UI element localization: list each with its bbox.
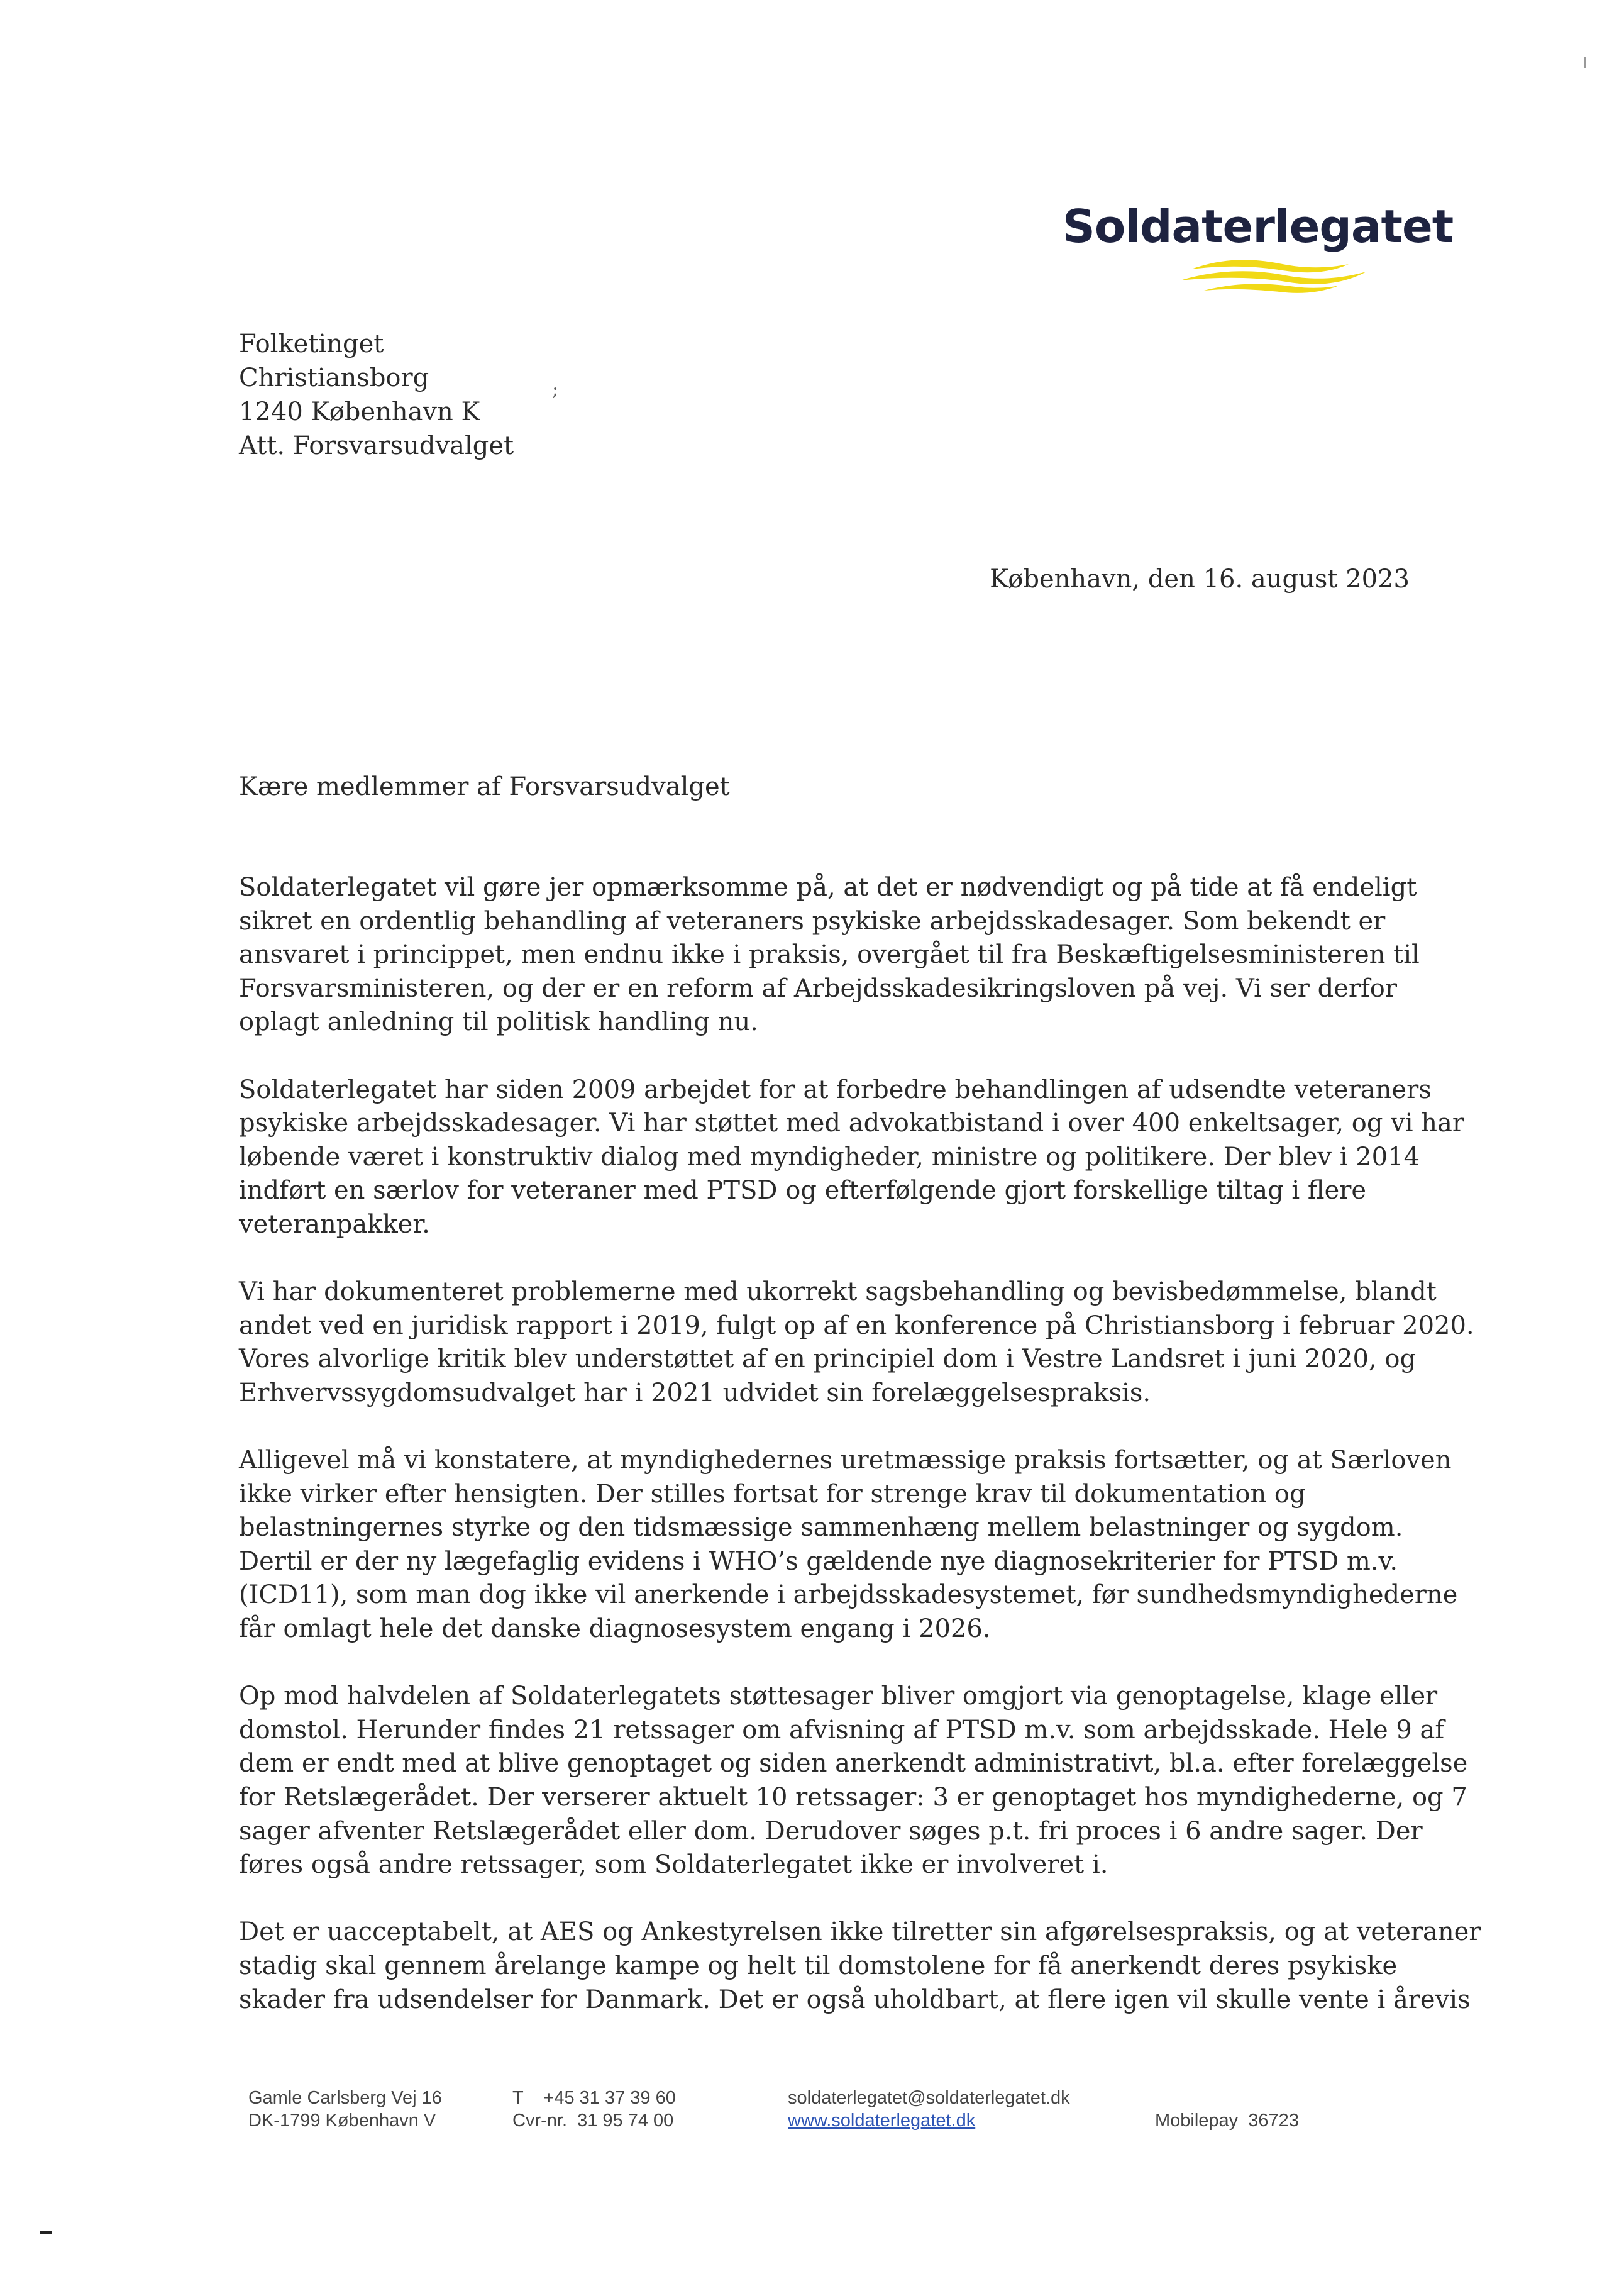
recipient-address [239,327,514,463]
body-line: indført en særlov for veteraner med PTSD og efterfølgende gjort forskellige tiltag i flere [239,1176,1367,1206]
body-line: føres også andre retssager, som Soldaterlegatet ikke er involveret i. [239,1850,1108,1880]
scan-artifact-mark: ; [552,379,559,401]
scan-edge-dash [40,2231,52,2234]
body-line: (ICD11), som man dog ikke vil anerkende i arbejdsskadesystemet, før sundhedsmyndighederne [239,1580,1458,1610]
body-line: for Retslægerådet. Der verserer aktuelt 10 retssager: 3 er genoptaget hos myndighederne, og 7 [239,1783,1467,1812]
body-line: oplagt anledning til politisk handling nu. [239,1007,758,1037]
footer-address-line: DK-1799 København V [248,2110,436,2131]
letter-date: København, den 16. august 2023 [990,565,1410,594]
letter-footer [0,2087,1624,2137]
footer-phone: T +45 31 37 39 60 [512,2088,676,2108]
body-paragraph [239,1275,1474,1410]
footer-address [248,2087,442,2132]
body-line: Soldaterlegatet vil gøre jer opmærksomme på, at det er nødvendigt og på tide at få endeligt [239,873,1417,902]
body-line: belastningernes styrke og den tidsmæssige sammenhæng mellem belastninger og sygdom. [239,1513,1403,1543]
body-paragraph [239,1073,1464,1242]
body-line: Forsvarsministeren, og der er en reform af Arbejdsskadesikringsloven på vej. Vi ser derfor [239,973,1398,1003]
logo-wordmark: Soldaterlegatet [1063,200,1454,253]
body-line: Vores alvorlige kritik blev understøttet af en principiel dom i Vestre Landsret i juni 2020, og [239,1345,1417,1374]
body-paragraph [239,1444,1458,1646]
body-line: skader fra udsendelser for Danmark. Det er også uholdbart, at flere igen vil skulle vente i årevis [239,1985,1471,2014]
body-line: sikret en ordentlig behandling af veteraners psykiske arbejdsskadesager. Som bekendt er [239,906,1386,936]
recipient-line: Christiansborg [239,363,429,392]
body-line: ansvaret i princippet, men endnu ikke i praksis, overgået til fra Beskæftigelsesministeren til [239,940,1420,970]
body-line: veteranpakker. [239,1209,430,1239]
body-line: Dertil er der ny lægefaglig evidens i WHO’s gældende nye diagnosekriterier for PTSD m.v. [239,1546,1398,1576]
recipient-line: Att. Forsvarsudvalget [239,431,514,460]
body-line: andet ved en juridisk rapport i 2019, fulgt op af en konference på Christiansborg i februar 2020. [239,1311,1474,1340]
soldaterlegatet-logo [1063,200,1454,294]
body-line: Det er uacceptabelt, at AES og Ankestyrelsen ikke tilretter sin afgørelsespraksis, og at veteraner [239,1917,1481,1947]
body-line: løbende været i konstruktiv dialog med myndigheder, ministre og politikere. Der blev i 2014 [239,1142,1420,1172]
footer-contact [512,2087,676,2132]
footer-cvr: Cvr-nr. 31 95 74 00 [512,2110,674,2131]
body-paragraph [239,871,1433,1040]
salutation: Kære medlemmer af Forsvarsudvalget [239,772,730,801]
logo-wave-3 [1204,284,1339,292]
letter-body [239,871,1481,2051]
body-paragraph [239,1916,1481,2017]
footer-address-line: Gamle Carlsberg Vej 16 [248,2088,442,2108]
footer-online [788,2087,1070,2132]
logo-wave-icon [1179,255,1367,294]
recipient-line: 1240 København K [239,397,480,426]
body-line: Op mod halvdelen af Soldaterlegatets støttesager bliver omgjort via genoptagelse, klage eller [239,1682,1438,1711]
body-paragraph [239,1680,1468,1882]
body-line: psykiske arbejdsskadesager. Vi har støttet med advokatbistand i over 400 enkeltsager, og vi har [239,1109,1464,1138]
body-line: Erhvervssygdomsudvalget har i 2021 udvidet sin forelæggelsespraksis. [239,1378,1151,1407]
footer-mobilepay: Mobilepay 36723 [1155,2110,1299,2131]
footer-website-link[interactable]: www.soldaterlegatet.dk [788,2110,976,2131]
body-line: Soldaterlegatet har siden 2009 arbejdet for at forbedre behandlingen af udsendte veteraners [239,1075,1432,1104]
scan-edge-mark [1584,57,1586,68]
footer-email[interactable]: soldaterlegatet@soldaterlegatet.dk [788,2088,1070,2108]
body-line: får omlagt hele det danske diagnosesystem engang i 2026. [239,1614,991,1644]
body-line: Alligevel må vi konstatere, at myndighedernes uretmæssige praksis fortsætter, og at Særloven [239,1446,1452,1475]
recipient-line: Folketinget [239,330,384,358]
body-line: domstol. Herunder findes 21 retssager om afvisning af PTSD m.v. som arbejdsskade. Hele 9 af [239,1715,1445,1744]
logo-wave-1 [1191,260,1349,272]
body-line: sager afventer Retslægerådet eller dom. Derudover søges p.t. fri proces i 6 andre sager. Der [239,1816,1423,1846]
body-line: stadig skal gennem årelange kampe og helt til domstolene for få anerkendt deres psykiske [239,1951,1398,1980]
body-line: dem er endt med at blive genoptaget og siden anerkendt administrativt, bl.a. efter forelæggelse [239,1749,1468,1778]
body-line: Vi har dokumenteret problemerne med ukorrekt sagsbehandling og bevisbedømmelse, blandt [239,1277,1437,1307]
body-line: ikke virker efter hensigten. Der stilles fortsat for strenge krav til dokumentation og [239,1479,1306,1509]
logo-wave-2 [1180,271,1366,284]
